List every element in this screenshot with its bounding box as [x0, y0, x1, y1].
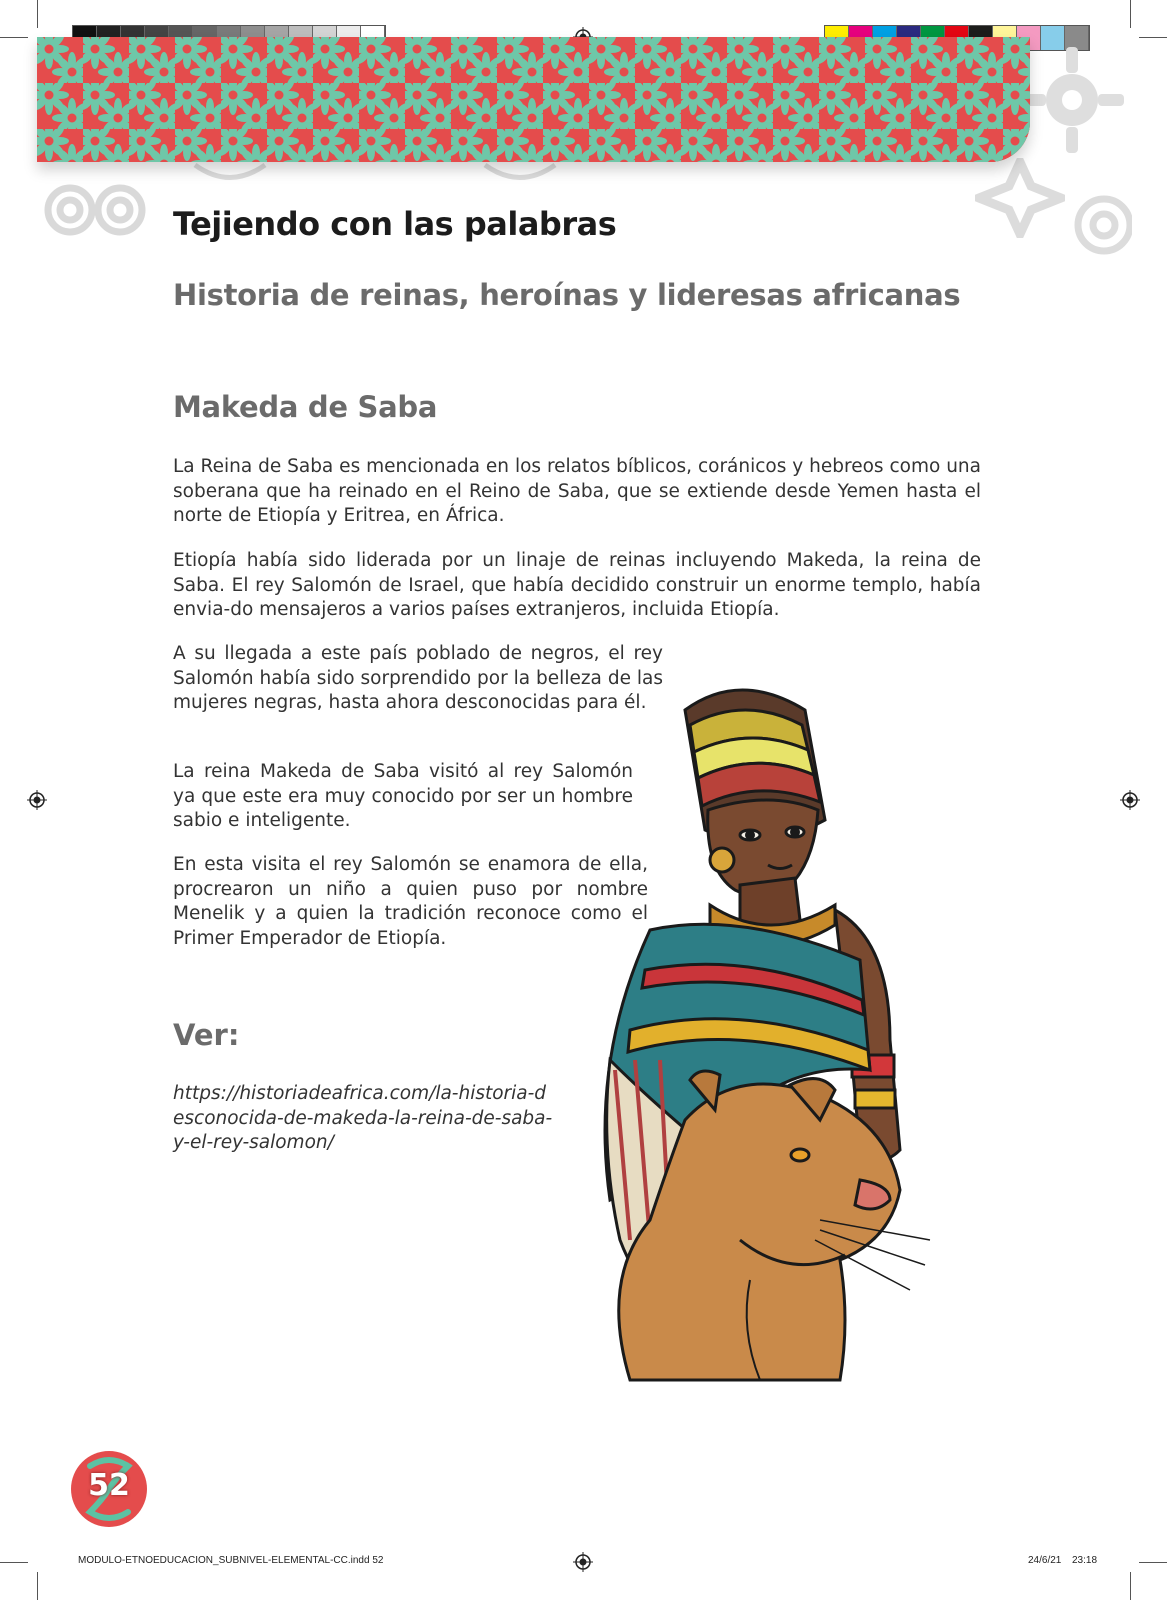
registration-mark-icon — [573, 1552, 593, 1572]
flower-pattern — [37, 37, 1030, 162]
crop-mark — [1139, 37, 1167, 38]
crop-mark — [1130, 1572, 1131, 1600]
paragraph: A su llegada a este país poblado de negros, el rey Salomón había sido sorprendido por la belleza de las mujeres negras, hasta ahora desconocidas para él. — [173, 643, 663, 713]
page-number: 52 — [88, 1468, 130, 1503]
crop-mark — [37, 0, 38, 28]
crop-mark — [1130, 0, 1131, 28]
reference-link[interactable]: https://historiadeafrica.com/la-historia-desconocida-de-makeda-la-reina-de-saba-y-el-rey-salomon/ — [173, 1083, 553, 1153]
crop-mark — [0, 37, 28, 38]
adinkra-spiral-icon — [190, 160, 270, 188]
print-footer-file: MODULO-ETNOEDUCACION_SUBNIVEL-ELEMENTAL-CC.indd 52 — [78, 1555, 384, 1566]
adinkra-spiral-icon — [480, 160, 560, 188]
header-pattern-band — [37, 37, 1030, 162]
paragraph: La reina Makeda de Saba visitó al rey Salomón ya que este era muy conocido por ser un hombre sabio e inteligente. — [173, 761, 633, 831]
paragraph: Etiopía había sido liderada por un linaje de reinas incluyendo Makeda, la reina de Saba. El rey Salomón de Israel, que había decidido construir un enorme templo, había envia-do mensajeros a varios países extranjeros, incluida Etiopía. — [173, 550, 981, 620]
print-footer-time: 23:18 — [1072, 1555, 1098, 1566]
page-subtitle: Historia de reinas, heroínas y lideresas africanas — [173, 278, 961, 312]
article-heading: Makeda de Saba — [173, 390, 438, 424]
page-title: Tejiendo con las palabras — [173, 205, 617, 243]
see-also-heading: Ver: — [173, 1018, 240, 1052]
registration-mark-icon — [27, 790, 47, 810]
adinkra-spiral-icon — [40, 172, 150, 252]
crop-mark — [1139, 1562, 1167, 1563]
paragraph: En esta visita el rey Salomón se enamora de ella, procrearon un niño a quien puso por nombre Menelik y a quien la tradición reconoce como el Primer Emperador de Etiopía. — [173, 854, 648, 949]
queen-with-lioness-illustration — [590, 680, 990, 1390]
adinkra-spiral-icon — [1062, 170, 1132, 280]
paragraph: La Reina de Saba es mencionada en los relatos bíblicos, coránicos y hebreos como una soberana que ha reinado en el Reino de Saba, que se extiende desde Yemen hasta el norte de Etiopía y Eritrea, en África. — [173, 456, 981, 526]
print-footer-date: 24/6/21 — [1028, 1555, 1062, 1566]
adinkra-star-icon — [975, 158, 1065, 238]
crop-mark — [37, 1572, 38, 1600]
crop-mark — [0, 1562, 28, 1563]
registration-mark-icon — [1120, 790, 1140, 810]
adinkra-sun-icon — [1020, 45, 1125, 155]
